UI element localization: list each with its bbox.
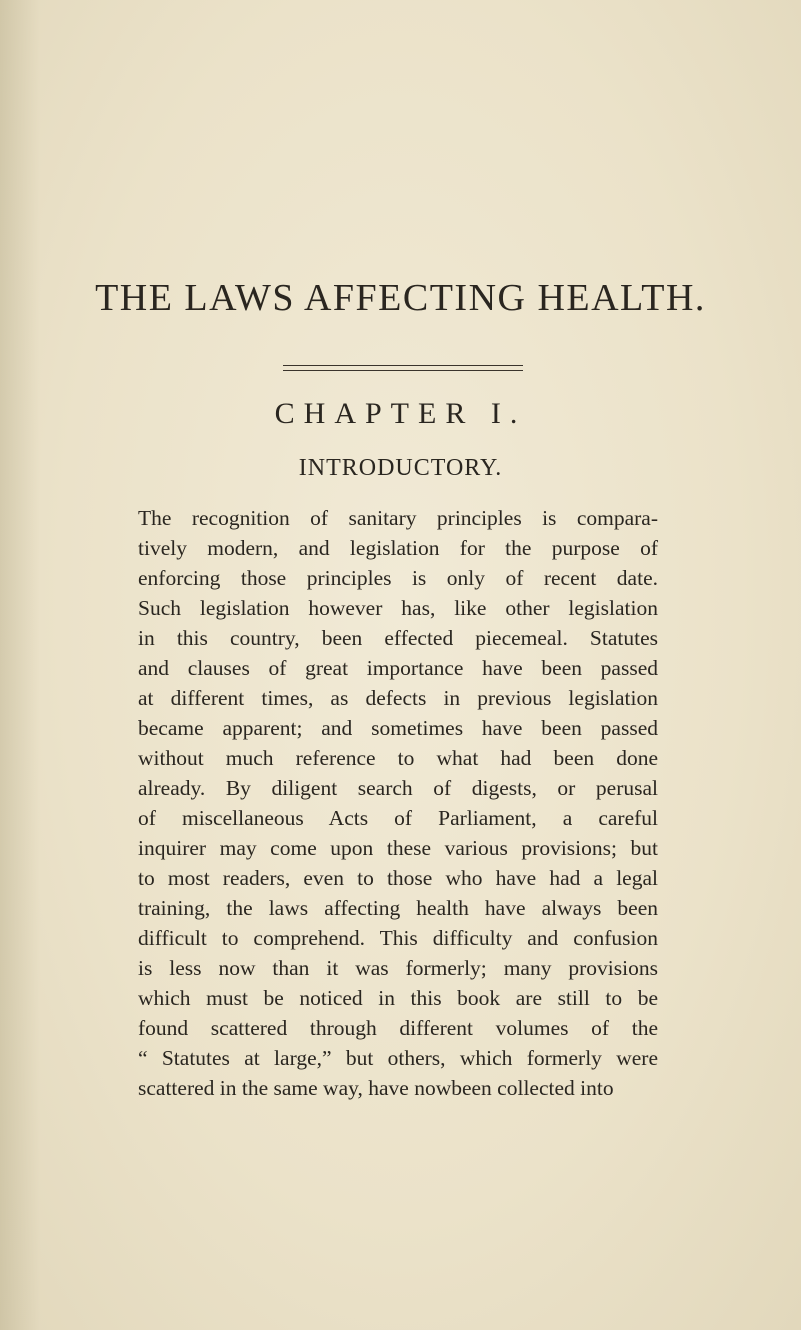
- body-line: is less now than it was formerly; many provisions: [138, 956, 658, 980]
- body-paragraph: [138, 503, 658, 1103]
- body-line: already. By diligent search of digests, or perusal: [138, 776, 658, 800]
- section-heading: INTRODUCTORY.: [298, 455, 503, 481]
- body-line: enforcing those principles is only of recent date.: [138, 566, 658, 590]
- body-line: and clauses of great importance have been passed: [138, 656, 658, 680]
- chapter-heading: CHAPTER I.: [274, 397, 527, 430]
- body-line: of miscellaneous Acts of Parliament, a careful: [138, 806, 658, 830]
- page-edge-shadow: [0, 0, 40, 1330]
- book-title: THE LAWS AFFECTING HEALTH.: [95, 277, 706, 319]
- body-line: tively modern, and legislation for the purpose of: [138, 536, 658, 560]
- decorative-double-rule: [283, 365, 523, 371]
- body-line: which must be noticed in this book are still to be: [138, 986, 658, 1010]
- body-line: at different times, as defects in previous legislation: [138, 686, 658, 710]
- body-line: The recognition of sanitary principles is compara-: [138, 506, 658, 530]
- body-line: found scattered through different volumes of the: [138, 1016, 658, 1040]
- body-line: inquirer may come upon these various provisions; but: [138, 836, 658, 860]
- body-line: difficult to comprehend. This difficulty and confusion: [138, 926, 658, 950]
- body-line: Such legislation however has, like other legislation: [138, 596, 658, 620]
- body-line: without much reference to what had been done: [138, 746, 658, 770]
- body-line: became apparent; and sometimes have been passed: [138, 716, 658, 740]
- body-line: scattered in the same way, have nowbeen collected into: [138, 1076, 614, 1100]
- body-line: “ Statutes at large,” but others, which formerly were: [138, 1046, 658, 1070]
- body-line: to most readers, even to those who have had a legal: [138, 866, 658, 890]
- body-line: in this country, been effected piecemeal. Statutes: [138, 626, 658, 650]
- body-line: training, the laws affecting health have always been: [138, 896, 658, 920]
